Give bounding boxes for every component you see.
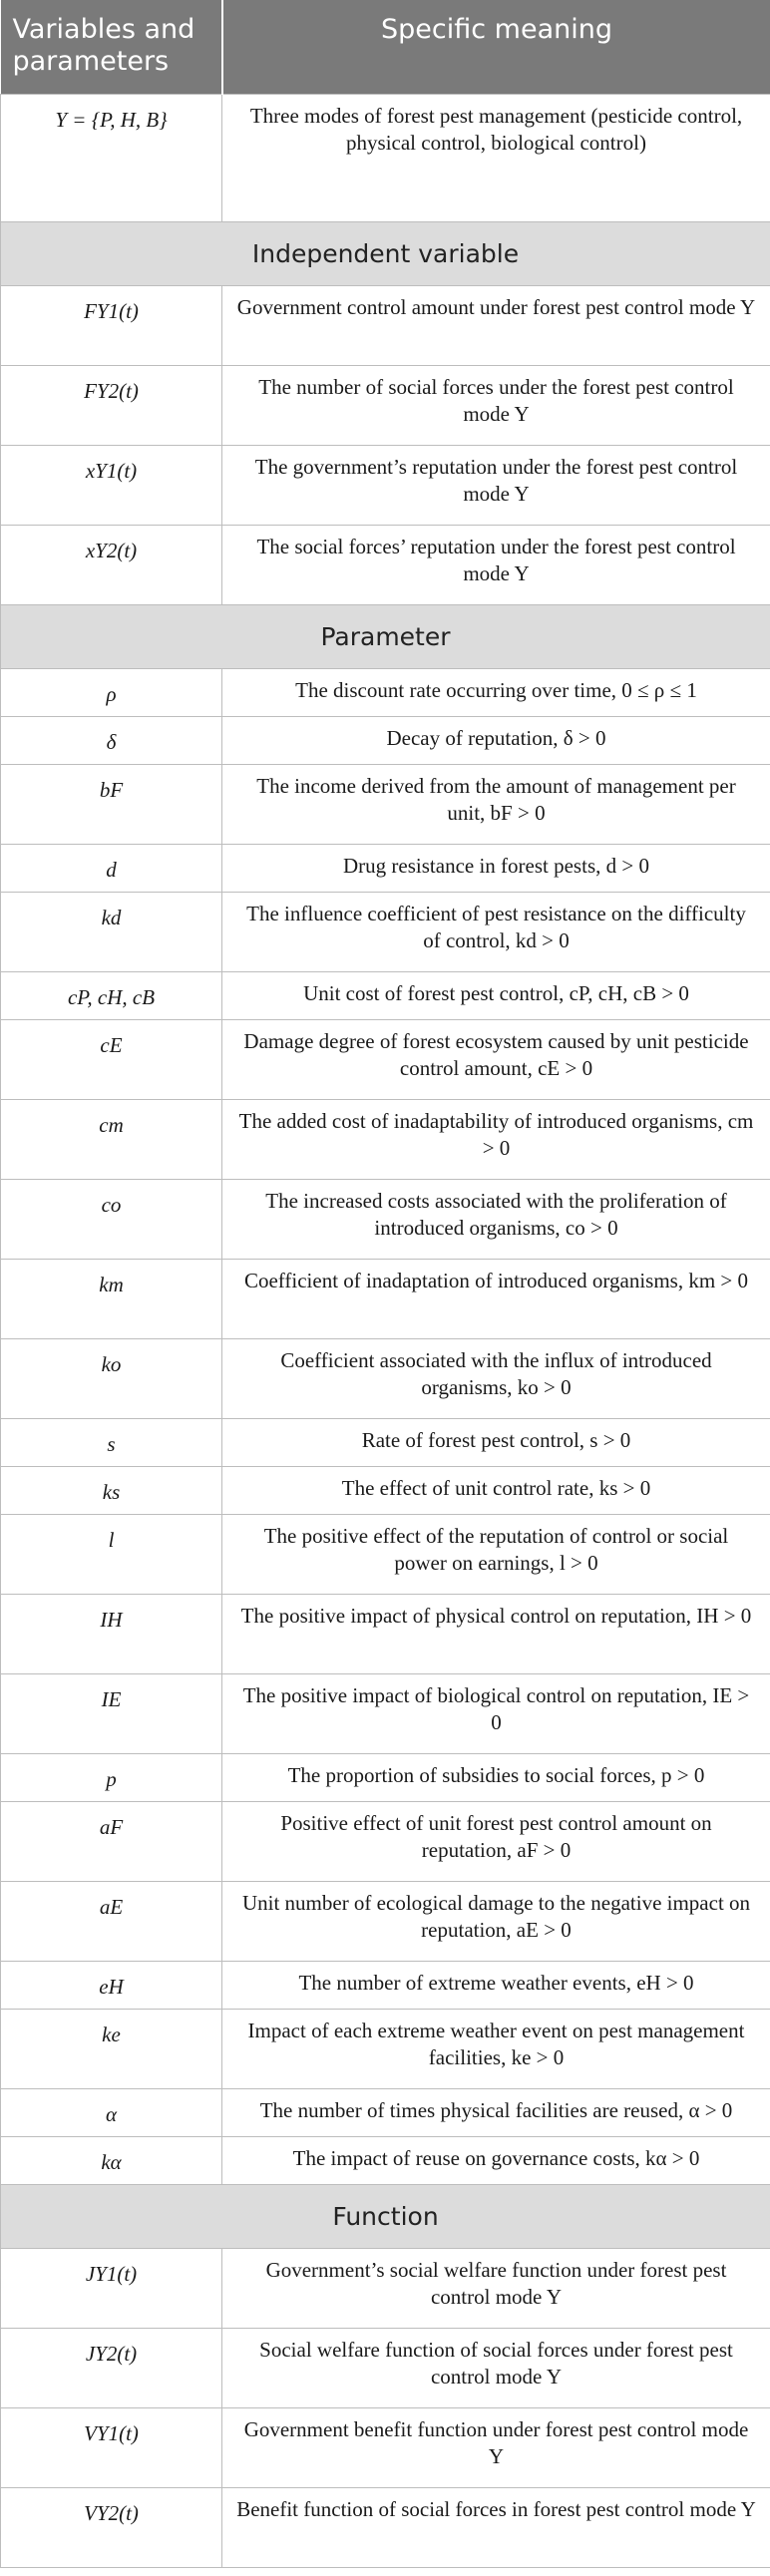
variable-symbol: l [1, 1514, 222, 1594]
variable-symbol: aE [1, 1881, 222, 1961]
variable-symbol: FY1(t) [1, 285, 222, 365]
variable-meaning: Benefit function of social forces in forest pest control mode Y [222, 2487, 770, 2567]
variable-symbol: co [1, 1179, 222, 1259]
variable-meaning: Positive effect of unit forest pest control amount on reputation, aF > 0 [222, 1801, 770, 1881]
variable-symbol: VY2(t) [1, 2487, 222, 2567]
variable-meaning: The number of extreme weather events, eH > 0 [222, 1961, 770, 2009]
variable-meaning: The positive impact of biological control on reputation, IE > 0 [222, 1673, 770, 1753]
table-row [1, 2088, 770, 2136]
variable-symbol: xY1(t) [1, 445, 222, 525]
table-row [1, 445, 770, 525]
table-row [1, 1514, 770, 1594]
section-row [1, 604, 770, 668]
table-row [1, 1259, 770, 1338]
variable-symbol: aF [1, 1801, 222, 1881]
table-row [1, 285, 770, 365]
table-row [1, 1099, 770, 1179]
table-body [1, 94, 770, 2567]
table-row [1, 1801, 770, 1881]
variable-meaning: The positive impact of physical control on reputation, IH > 0 [222, 1594, 770, 1673]
table-row [1, 1594, 770, 1673]
table-row [1, 892, 770, 971]
variable-meaning: The number of social forces under the forest pest control mode Y [222, 365, 770, 445]
table-row [1, 525, 770, 604]
variable-meaning: The number of times physical facilities are reused, α > 0 [222, 2088, 770, 2136]
variable-symbol: ρ [1, 668, 222, 716]
variable-symbol: δ [1, 716, 222, 764]
table-row [1, 1418, 770, 1466]
header-meaning: Specific meaning [222, 0, 770, 94]
variable-meaning: The increased costs associated with the proliferation of introduced organisms, co > 0 [222, 1179, 770, 1259]
variable-meaning: Rate of forest pest control, s > 0 [222, 1418, 770, 1466]
variable-meaning: Coefficient of inadaptation of introduced organisms, km > 0 [222, 1259, 770, 1338]
table-row [1, 2407, 770, 2487]
variable-symbol: cE [1, 1019, 222, 1099]
variable-symbol: ko [1, 1338, 222, 1418]
variable-symbol: ks [1, 1466, 222, 1514]
table-row [1, 668, 770, 716]
variable-meaning: The discount rate occurring over time, 0 ≤ ρ ≤ 1 [222, 668, 770, 716]
variable-meaning: Coefficient associated with the influx of introduced organisms, ko > 0 [222, 1338, 770, 1418]
variable-symbol: α [1, 2088, 222, 2136]
variable-meaning: The effect of unit control rate, ks > 0 [222, 1466, 770, 1514]
variable-meaning: Government’s social welfare function under forest pest control mode Y [222, 2248, 770, 2328]
table-row [1, 94, 770, 221]
variable-meaning: The income derived from the amount of management per unit, bF > 0 [222, 764, 770, 844]
table-row [1, 1673, 770, 1753]
variable-symbol: ke [1, 2009, 222, 2088]
table-row [1, 2328, 770, 2407]
variable-symbol: kα [1, 2136, 222, 2184]
variable-meaning: The social forces’ reputation under the forest pest control mode Y [222, 525, 770, 604]
variable-symbol: JY2(t) [1, 2328, 222, 2407]
header-variables: Variables and parameters [1, 0, 222, 94]
table-row [1, 2136, 770, 2184]
variable-meaning: Government benefit function under forest pest control mode Y [222, 2407, 770, 2487]
variable-symbol: Y = {P, H, B} [1, 94, 222, 221]
variable-meaning: The proportion of subsidies to social forces, p > 0 [222, 1753, 770, 1801]
table-row [1, 2248, 770, 2328]
variable-meaning: Damage degree of forest ecosystem caused by unit pesticide control amount, cE > 0 [222, 1019, 770, 1099]
variable-symbol: IE [1, 1673, 222, 1753]
table-row [1, 1961, 770, 2009]
variable-meaning: The positive effect of the reputation of control or social power on earnings, l > 0 [222, 1514, 770, 1594]
table-row [1, 1881, 770, 1961]
variable-meaning: The impact of reuse on governance costs, kα > 0 [222, 2136, 770, 2184]
variable-symbol: cP, cH, cB [1, 971, 222, 1019]
variable-symbol: d [1, 844, 222, 892]
table-row [1, 1466, 770, 1514]
table-header-row [1, 0, 770, 94]
table-row [1, 2487, 770, 2567]
table-row [1, 1338, 770, 1418]
table-row [1, 844, 770, 892]
variable-symbol: VY1(t) [1, 2407, 222, 2487]
section-label: Independent variable [1, 221, 770, 285]
variable-symbol: eH [1, 1961, 222, 2009]
variable-symbol: JY1(t) [1, 2248, 222, 2328]
table-row [1, 1019, 770, 1099]
variable-symbol: bF [1, 764, 222, 844]
table-row [1, 764, 770, 844]
variable-meaning: The government’s reputation under the forest pest control mode Y [222, 445, 770, 525]
variable-meaning: Three modes of forest pest management (pesticide control, physical control, biological control) [222, 94, 770, 221]
variable-meaning: The influence coefficient of pest resistance on the difficulty of control, kd > 0 [222, 892, 770, 971]
variable-symbol: cm [1, 1099, 222, 1179]
variable-meaning: Drug resistance in forest pests, d > 0 [222, 844, 770, 892]
variable-meaning: The added cost of inadaptability of introduced organisms, cm > 0 [222, 1099, 770, 1179]
variable-symbol: p [1, 1753, 222, 1801]
variable-symbol: kd [1, 892, 222, 971]
variable-symbol: IH [1, 1594, 222, 1673]
variable-symbol: km [1, 1259, 222, 1338]
variable-meaning: Unit number of ecological damage to the negative impact on reputation, aE > 0 [222, 1881, 770, 1961]
table-row [1, 971, 770, 1019]
table-row [1, 716, 770, 764]
table-row [1, 1753, 770, 1801]
variable-symbol: xY2(t) [1, 525, 222, 604]
variable-symbol: FY2(t) [1, 365, 222, 445]
variable-meaning: Impact of each extreme weather event on pest management facilities, ke > 0 [222, 2009, 770, 2088]
variable-meaning: Social welfare function of social forces under forest pest control mode Y [222, 2328, 770, 2407]
variable-meaning: Decay of reputation, δ > 0 [222, 716, 770, 764]
variable-symbol: s [1, 1418, 222, 1466]
section-row [1, 2184, 770, 2248]
variable-meaning: Government control amount under forest pest control mode Y [222, 285, 770, 365]
section-label: Parameter [1, 604, 770, 668]
section-label: Function [1, 2184, 770, 2248]
section-row [1, 221, 770, 285]
table-row [1, 1179, 770, 1259]
table-row [1, 2009, 770, 2088]
variable-meaning: Unit cost of forest pest control, cP, cH, cB > 0 [222, 971, 770, 1019]
table-row [1, 365, 770, 445]
